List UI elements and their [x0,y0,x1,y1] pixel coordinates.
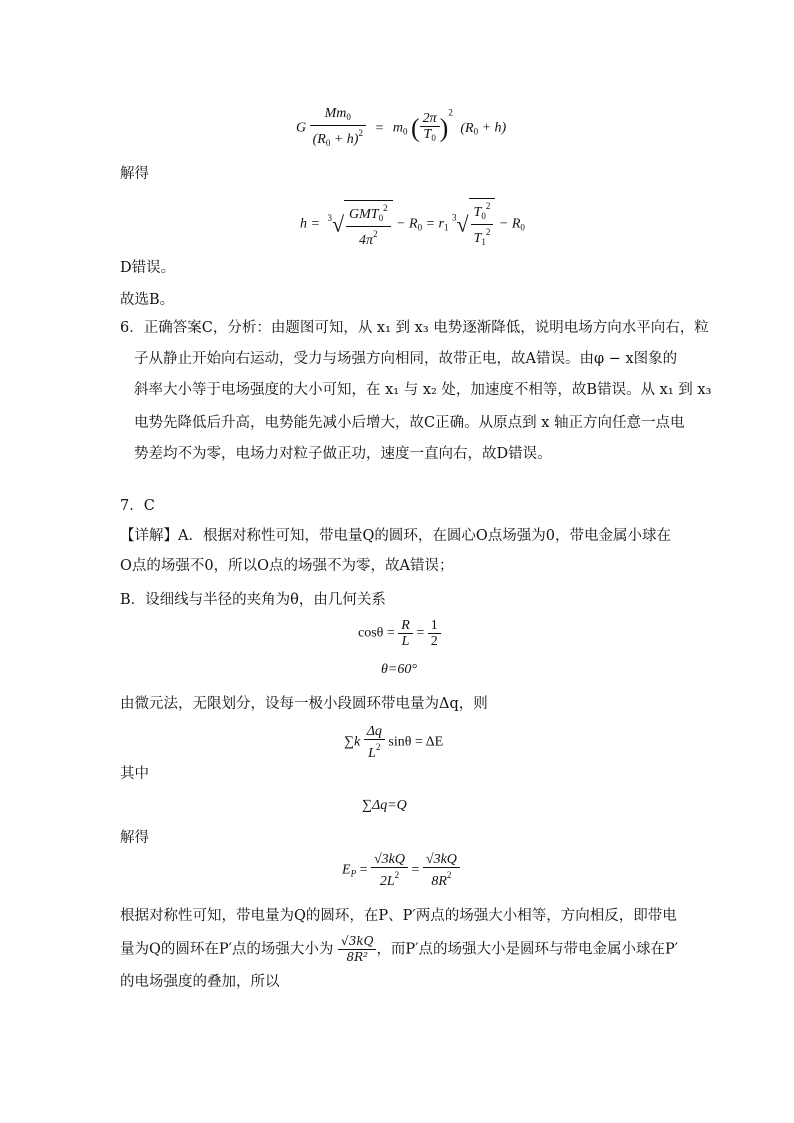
jiede-label: 解得 [120,166,149,182]
fraction: $\frac{Mm_0}{(R_0 + h)^2}$ [310,106,366,151]
formula-theta: θ=60° [381,662,417,677]
formula-sum-field: ∑k $\frac{\Delta q}{L^2}$ sinθ = ΔE [344,724,444,761]
q7-line-1: 【详解】A．根据对称性可知，带电量Q的圆环，在圆心O点场强为0，带电金属小球在 [120,528,671,544]
q6-line-3: 斜率大小等于电场强度的大小可知，在 x₁ 与 x₂ 处，加速度不相等，故B错误。从 x₁ 到 x₃ [134,382,712,398]
formula-gravitation: G $\frac{Mm_0}{(R_0 + h)^2}$ = $m_0$ ( $\frac{2\pi}{T_0}$ )$^2$ $(R_0 + h)$ [296,106,506,151]
q7-line-7: 的电场强度的叠加，所以 [120,974,280,990]
q7-line-5: 根据对称性可知，带电量为Q的圆环，在P、P′两点的场强大小相等，方向相反，即带电 [120,908,677,924]
q7-line-3: B．设细线与半径的夹角为θ，由几何关系 [120,592,386,608]
qizhong-label: 其中 [120,766,149,782]
q7-line-4: 由微元法，无限划分，设每一极小段圆环带电量为Δq，则 [120,696,488,712]
q6-line-2: 子从静止开始向右运动，受力与场强方向相同，故带正电，故A错误。由φ − x图象的 [134,351,678,367]
d-wrong-text: D错误。 [120,260,176,276]
q6-line-5: 势差均不为零，电场力对粒子做正功，速度一直向右，故D错误。 [134,446,552,462]
formula-height: h = $^3$√ $\frac{GMT_0^2}{4\pi^2}$ − $R_0 = r_1$ $^3$√ $\frac{T_0^2}{T_1^2}$ − $R_0$ [300,198,525,250]
jiede-label-2: 解得 [120,830,149,846]
q7-title: 7．C [120,498,155,514]
q6-line-1: 6．正确答案C，分析：由题图可知，从 x₁ 到 x₃ 电势逐渐降低，说明电场方向水平向右，粒 [120,320,709,336]
choose-b-text: 故选B。 [120,292,175,308]
formula-sum-charge: ∑Δq=Q [362,798,407,813]
q6-line-4: 电势先降低后升高，电势能先减小后增大，故C正确。从原点到 x 轴正方向任意一点电 [134,415,685,431]
q7-line-6: 量为Q的圆环在P′点的场强大小为 $\frac{√3kQ}{\text{8R²}}$ ，而P′点的场强大小是圆环与带电金属小球在P′ [120,934,679,964]
q7-line-2: O点的场强不0，所以O点的场强不为零，故A错误； [120,558,454,574]
formula-ep: $E_P$ = $\frac{√3kQ}{2L^2}$ = $\frac{√3kQ}{8R^2}$ [342,852,460,889]
formula-cos: cosθ = $\frac{R}{L}$ = $\frac{1}{2}$ [358,618,441,649]
